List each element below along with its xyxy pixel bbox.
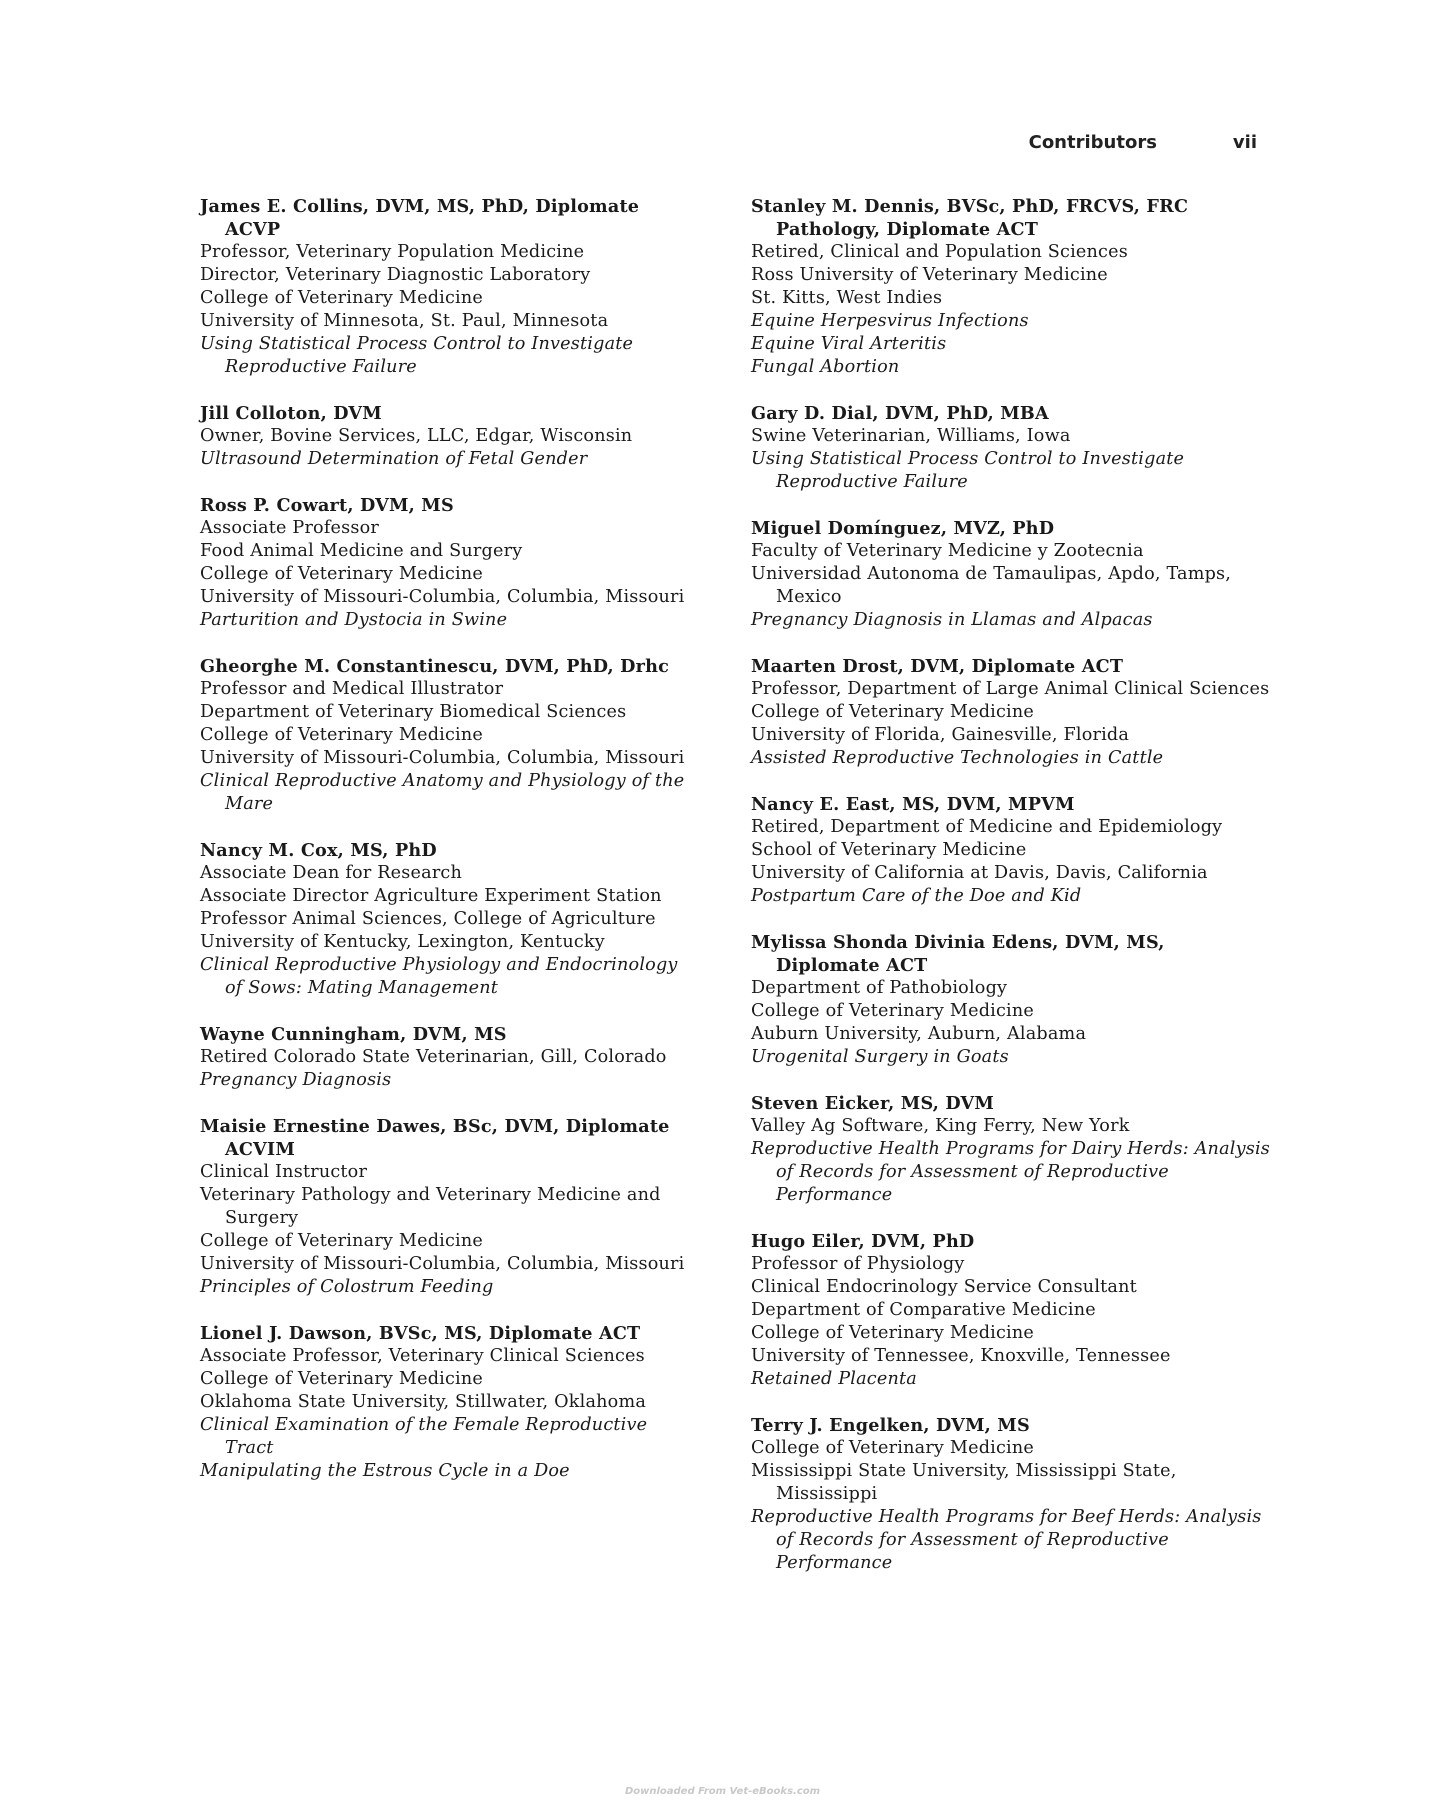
contributor-name: Gary D. Dial, DVM, PhD, MBA (751, 403, 1049, 424)
affiliation-line: School of Veterinary Medicine (751, 840, 1027, 860)
contributor-entry (751, 1230, 1271, 1391)
affiliation-line: University of Minnesota, St. Paul, Minnesota (200, 311, 609, 331)
chapter-title: Clinical Reproductive Physiology and Endocrinology of Sows: Mating Management (200, 955, 678, 998)
chapter-title: Using Statistical Process Control to Investigate Reproductive Failure (751, 449, 1185, 492)
chapter-title: Postpartum Care of the Doe and Kid (751, 886, 1082, 906)
affiliation-line: Auburn University, Auburn, Alabama (751, 1024, 1087, 1044)
affiliation-line: Retired, Clinical and Population Sciences (751, 242, 1128, 262)
affiliation-line: College of Veterinary Medicine (200, 1231, 484, 1251)
chapter-title: Fungal Abortion (751, 357, 900, 377)
affiliation-line: Valley Ag Software, King Ferry, New York (751, 1116, 1130, 1136)
affiliation-line: Oklahoma State University, Stillwater, Oklahoma (200, 1392, 647, 1412)
affiliation-line: Department of Pathobiology (751, 978, 1008, 998)
contributor-name: Lionel J. Dawson, BVSc, MS, Diplomate ACT (200, 1323, 641, 1344)
contributor-entry (751, 517, 1271, 632)
contributor-name: Maarten Drost, DVM, Diplomate ACT (751, 656, 1124, 677)
contributor-name: Miguel Domínguez, MVZ, PhD (751, 518, 1055, 539)
affiliation-line: St. Kitts, West Indies (751, 288, 943, 308)
affiliation-line: University of Missouri-Columbia, Columbia, Missouri (200, 587, 685, 607)
affiliation-line: Swine Veterinarian, Williams, Iowa (751, 426, 1071, 446)
chapter-title: Equine Viral Arteritis (751, 334, 947, 354)
contributor-entry (200, 1023, 700, 1092)
contributor-entry (751, 195, 1271, 379)
affiliation-line: University of Missouri-Columbia, Columbia, Missouri (200, 1254, 685, 1274)
affiliation-line: Professor and Medical Illustrator (200, 679, 504, 699)
affiliation-line: Clinical Instructor (200, 1162, 368, 1182)
contributor-name: Hugo Eiler, DVM, PhD (751, 1231, 975, 1252)
chapter-title: Reproductive Health Programs for Dairy Herds: Analysis of Records for Assessment of Reproductive Performance (751, 1139, 1271, 1205)
page-number: vii (1232, 132, 1257, 153)
chapter-title: Assisted Reproductive Technologies in Cattle (751, 748, 1164, 768)
chapter-title: Clinical Reproductive Anatomy and Physiology of the Mare (200, 771, 685, 814)
contributor-entry (200, 655, 700, 816)
chapter-title: Clinical Examination of the Female Reproductive Tract (200, 1415, 648, 1458)
contributor-entry (751, 931, 1271, 1069)
contributors-left-column (200, 195, 700, 1506)
contributor-entry (751, 1092, 1271, 1207)
contributor-entry (200, 195, 700, 379)
affiliation-line: Clinical Endocrinology Service Consultant (751, 1277, 1137, 1297)
affiliation-line: College of Veterinary Medicine (751, 1323, 1035, 1343)
contributor-name: Terry J. Engelken, DVM, MS (751, 1415, 1030, 1436)
affiliation-line: College of Veterinary Medicine (751, 1001, 1035, 1021)
affiliation-line: College of Veterinary Medicine (751, 702, 1035, 722)
contributor-entry (751, 655, 1271, 770)
affiliation-line: Universidad Autonoma de Tamaulipas, Apdo, Tamps, Mexico (751, 564, 1232, 607)
affiliation-line: University of California at Davis, Davis, California (751, 863, 1208, 883)
contributor-name: Steven Eicker, MS, DVM (751, 1093, 995, 1114)
chapter-title: Parturition and Dystocia in Swine (200, 610, 508, 630)
contributor-name: Maisie Ernestine Dawes, BSc, DVM, Diplomate ACVIM (200, 1116, 670, 1160)
contributor-entry (751, 402, 1271, 494)
contributor-name: Nancy E. East, MS, DVM, MPVM (751, 794, 1075, 815)
chapter-title: Pregnancy Diagnosis (200, 1070, 392, 1090)
affiliation-line: Ross University of Veterinary Medicine (751, 265, 1108, 285)
chapter-title: Equine Herpesvirus Infections (751, 311, 1029, 331)
affiliation-line: College of Veterinary Medicine (200, 564, 484, 584)
chapter-title: Principles of Colostrum Feeding (200, 1277, 494, 1297)
affiliation-line: College of Veterinary Medicine (200, 288, 484, 308)
section-title: Contributors (1028, 132, 1157, 153)
chapter-title: Manipulating the Estrous Cycle in a Doe (200, 1461, 570, 1481)
affiliation-line: Department of Comparative Medicine (751, 1300, 1096, 1320)
affiliation-line: College of Veterinary Medicine (200, 725, 484, 745)
affiliation-line: University of Florida, Gainesville, Florida (751, 725, 1130, 745)
affiliation-line: Veterinary Pathology and Veterinary Medicine and Surgery (200, 1185, 661, 1228)
chapter-title: Using Statistical Process Control to Investigate Reproductive Failure (200, 334, 634, 377)
contributor-entry (200, 402, 700, 471)
contributor-name: James E. Collins, DVM, MS, PhD, Diplomate ACVP (200, 196, 640, 240)
contributor-name: Ross P. Cowart, DVM, MS (200, 495, 454, 516)
affiliation-line: Associate Professor, Veterinary Clinical Sciences (200, 1346, 645, 1366)
affiliation-line: University of Missouri-Columbia, Columbia, Missouri (200, 748, 685, 768)
affiliation-line: College of Veterinary Medicine (200, 1369, 484, 1389)
chapter-title: Retained Placenta (751, 1369, 917, 1389)
chapter-title: Pregnancy Diagnosis in Llamas and Alpacas (751, 610, 1153, 630)
affiliation-line: University of Tennessee, Knoxville, Tennessee (751, 1346, 1171, 1366)
contributor-entry (200, 1322, 700, 1483)
affiliation-line: Department of Veterinary Biomedical Sciences (200, 702, 627, 722)
chapter-title: Reproductive Health Programs for Beef Herds: Analysis of Records for Assessment of Reproductive Performance (751, 1507, 1262, 1573)
contributor-entry (200, 1115, 700, 1299)
contributor-name: Jill Colloton, DVM (200, 403, 382, 424)
running-header (1029, 132, 1257, 153)
affiliation-line: Professor of Physiology (751, 1254, 965, 1274)
affiliation-line: Faculty of Veterinary Medicine y Zootecnia (751, 541, 1144, 561)
contributor-name: Nancy M. Cox, MS, PhD (200, 840, 437, 861)
contributor-name: Mylissa Shonda Divinia Edens, DVM, MS, Diplomate ACT (751, 932, 1165, 976)
affiliation-line: Owner, Bovine Services, LLC, Edgar, Wisconsin (200, 426, 633, 446)
affiliation-line: Professor Animal Sciences, College of Agriculture (200, 909, 656, 929)
chapter-title: Ultrasound Determination of Fetal Gender (200, 449, 588, 469)
chapter-title: Urogenital Surgery in Goats (751, 1047, 1009, 1067)
contributors-right-column (751, 195, 1271, 1598)
affiliation-line: Professor, Department of Large Animal Clinical Sciences (751, 679, 1270, 699)
contributor-name: Stanley M. Dennis, BVSc, PhD, FRCVS, FRC Pathology, Diplomate ACT (751, 196, 1189, 240)
affiliation-line: College of Veterinary Medicine (751, 1438, 1035, 1458)
contributor-entry (751, 1414, 1271, 1575)
affiliation-line: Associate Director Agriculture Experiment Station (200, 886, 662, 906)
affiliation-line: Retired, Department of Medicine and Epidemiology (751, 817, 1223, 837)
contributor-entry (200, 494, 700, 632)
affiliation-line: Food Animal Medicine and Surgery (200, 541, 523, 561)
affiliation-line: University of Kentucky, Lexington, Kentucky (200, 932, 605, 952)
contributor-entry (751, 793, 1271, 908)
affiliation-line: Professor, Veterinary Population Medicine (200, 242, 585, 262)
affiliation-line: Mississippi State University, Mississippi State, Mississippi (751, 1461, 1177, 1504)
affiliation-line: Director, Veterinary Diagnostic Laboratory (200, 265, 591, 285)
affiliation-line: Associate Professor (200, 518, 380, 538)
contributor-entry (200, 839, 700, 1000)
affiliation-line: Retired Colorado State Veterinarian, Gill, Colorado (200, 1047, 667, 1067)
affiliation-line: Associate Dean for Research (200, 863, 463, 883)
contributor-name: Wayne Cunningham, DVM, MS (200, 1024, 507, 1045)
contributor-name: Gheorghe M. Constantinescu, DVM, PhD, Drhc (200, 656, 670, 677)
download-watermark: Downloaded From Vet-eBooks.com (624, 1786, 821, 1797)
